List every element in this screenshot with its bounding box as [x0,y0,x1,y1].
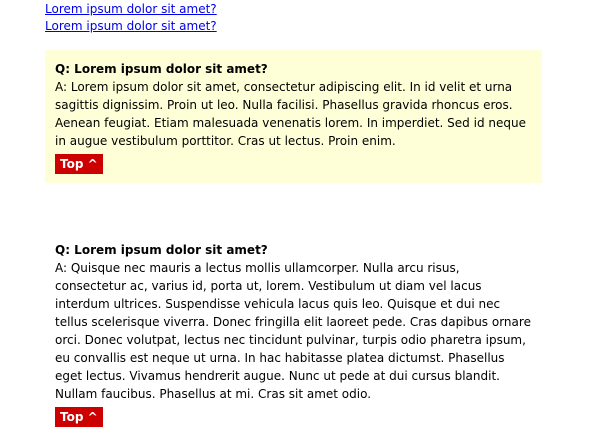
faq-answer: A: Lorem ipsum dolor sit amet, consectetur adipiscing elit. In id velit et urna sagittis dignissim. Proin ut leo. Nulla facilisi. Phasellus gravida rhoncus eros. Aenean feugiat. Etiam malesuada venenatis lorem. In imperdiet. Sed id neque in augue vestibulum porttitor. Cras ut lectus. Proin enim. [55,80,526,148]
faq-link[interactable]: Lorem ipsum dolor sit amet? [45,2,217,16]
faq-link-list [45,1,217,35]
faq-answer: A: Quisque nec mauris a lectus mollis ullamcorper. Nulla arcu risus, consectetur ac, varius id, porta ut, lorem. Vestibulum ut diam vel lacus interdum ultrices. Suspendisse vehicula lacus quis leo. Quisque et dui nec tellus scelerisque viverra. Donec fringilla elit laoreet pede. Cras dapibus ornare orci. Donec volutpat, lectus nec tincidunt pulvinar, turpis odio pharetra ipsum, eu convallis est neque ut urna. In hac habitasse platea dictumst. Phasellus eget lectus. Vivamus hendrerit augue. Nunc ut pede at dui cursus blandit. Nullam faucibus. Phasellus at mi. Cras sit amet odio. [55,261,531,401]
back-to-top-button[interactable]: Top ^ [55,407,103,427]
faq-question: Q: Lorem ipsum dolor sit amet? [55,243,268,257]
back-to-top-button[interactable]: Top ^ [55,154,103,174]
faq-question: Q: Lorem ipsum dolor sit amet? [55,62,268,76]
faq-link[interactable]: Lorem ipsum dolor sit amet? [45,19,217,33]
faq-item [45,232,542,427]
faq-item-highlighted [45,50,542,183]
